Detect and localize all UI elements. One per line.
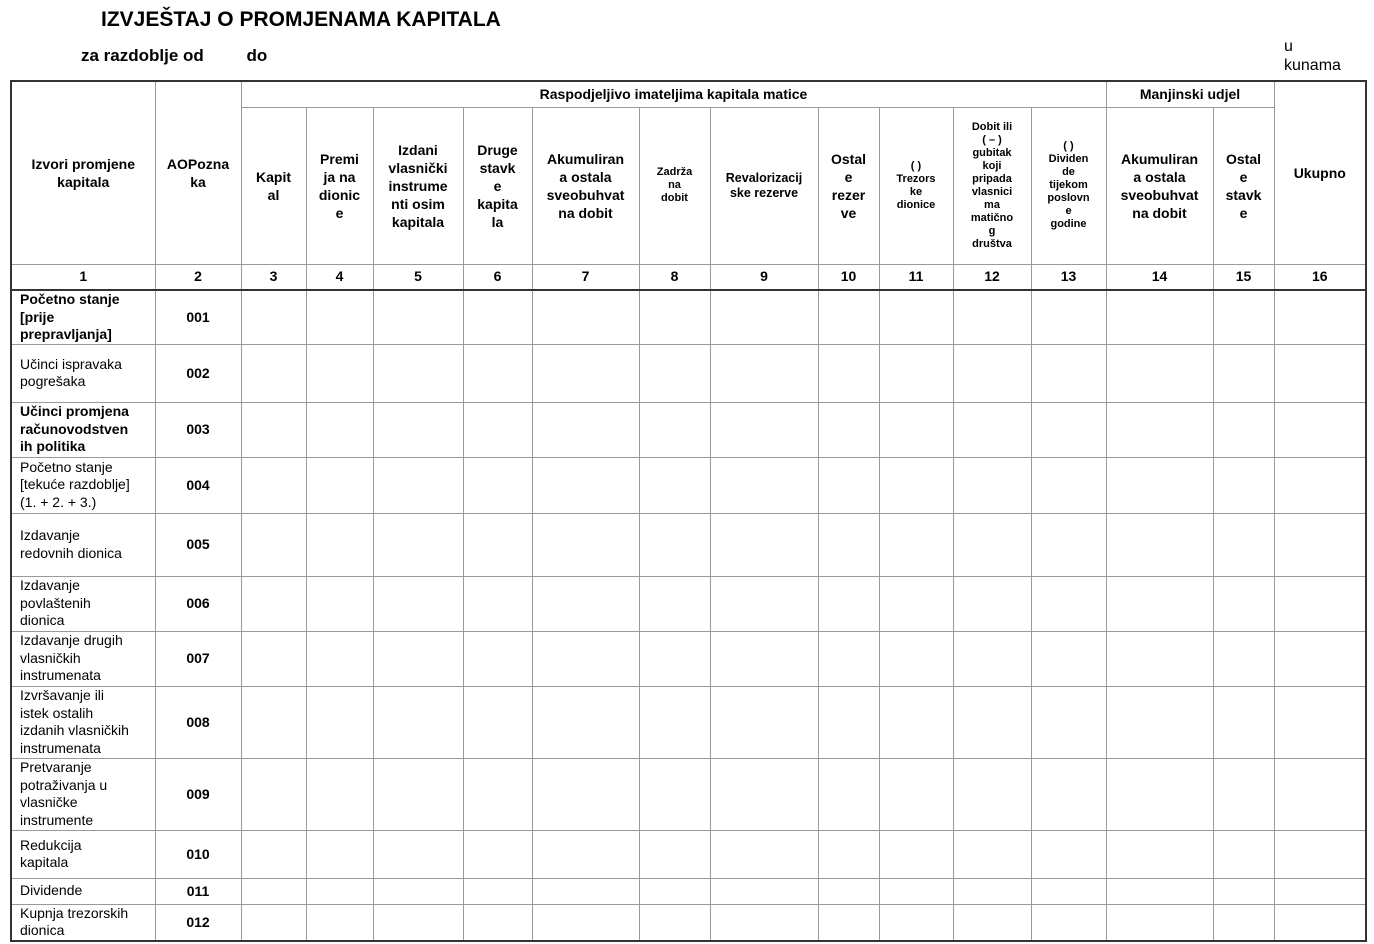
value-cell[interactable] <box>879 758 953 830</box>
period-from-label: za razdoblje od <box>81 46 204 65</box>
value-cell[interactable] <box>1106 758 1213 830</box>
row-aop-code: 009 <box>155 758 241 830</box>
value-cell[interactable] <box>879 631 953 686</box>
value-cell[interactable] <box>1031 904 1106 941</box>
currency-unit-label: u kunama <box>1284 38 1341 74</box>
row-aop-code: 004 <box>155 457 241 513</box>
value-cell[interactable] <box>373 904 463 941</box>
value-cell[interactable] <box>879 344 953 402</box>
row-label: Izdavanje redovnih dionica <box>11 513 155 576</box>
value-cell[interactable] <box>1031 402 1106 457</box>
column-number: 8 <box>639 264 710 290</box>
value-cell[interactable] <box>879 576 953 631</box>
value-cell[interactable] <box>710 344 818 402</box>
value-cell[interactable] <box>241 878 306 904</box>
column-number: 9 <box>710 264 818 290</box>
value-cell[interactable] <box>879 904 953 941</box>
value-cell[interactable] <box>373 686 463 758</box>
value-cell[interactable] <box>532 878 639 904</box>
row-aop-code: 010 <box>155 830 241 878</box>
value-cell[interactable] <box>953 344 1031 402</box>
table-row <box>11 631 1366 686</box>
value-cell[interactable] <box>818 457 879 513</box>
value-cell[interactable] <box>953 290 1031 344</box>
value-cell[interactable] <box>373 878 463 904</box>
value-cell[interactable] <box>953 830 1031 878</box>
value-cell[interactable] <box>639 904 710 941</box>
value-cell[interactable] <box>241 576 306 631</box>
value-cell[interactable] <box>1213 631 1274 686</box>
row-label: Pretvaranje potraživanja u vlasničke instrumente <box>11 758 155 830</box>
value-cell[interactable] <box>818 402 879 457</box>
value-cell[interactable] <box>639 758 710 830</box>
value-cell[interactable] <box>532 402 639 457</box>
value-cell[interactable] <box>1031 457 1106 513</box>
value-cell[interactable] <box>710 686 818 758</box>
value-cell[interactable] <box>639 344 710 402</box>
value-cell[interactable] <box>373 344 463 402</box>
value-cell[interactable] <box>953 758 1031 830</box>
value-cell[interactable] <box>1274 576 1366 631</box>
column-header: Ostal e rezer ve <box>818 107 879 264</box>
value-cell[interactable] <box>953 904 1031 941</box>
column-number: 13 <box>1031 264 1106 290</box>
column-number: 4 <box>306 264 373 290</box>
value-cell[interactable] <box>639 290 710 344</box>
value-cell[interactable] <box>953 457 1031 513</box>
header-parent-group: Raspodjeljivo imateljima kapitala matice <box>241 81 1106 107</box>
value-cell[interactable] <box>1274 878 1366 904</box>
value-cell[interactable] <box>241 344 306 402</box>
value-cell[interactable] <box>818 576 879 631</box>
column-number: 3 <box>241 264 306 290</box>
value-cell[interactable] <box>306 878 373 904</box>
value-cell[interactable] <box>639 686 710 758</box>
header-aop: AOPozna ka <box>155 81 241 264</box>
value-cell[interactable] <box>373 457 463 513</box>
value-cell[interactable] <box>241 830 306 878</box>
row-aop-code: 008 <box>155 686 241 758</box>
table-row <box>11 344 1366 402</box>
value-cell[interactable] <box>879 513 953 576</box>
value-cell[interactable] <box>373 576 463 631</box>
value-cell[interactable] <box>241 513 306 576</box>
value-cell[interactable] <box>818 878 879 904</box>
row-label: Izdavanje drugih vlasničkih instrumenata <box>11 631 155 686</box>
column-header: Akumuliran a ostala sveobuhvat na dobit <box>1106 107 1213 264</box>
table-row <box>11 878 1366 904</box>
column-header: Kapit al <box>241 107 306 264</box>
value-cell[interactable] <box>1213 686 1274 758</box>
column-header: Revalorizacij ske rezerve <box>710 107 818 264</box>
value-cell[interactable] <box>373 402 463 457</box>
table-row <box>11 758 1366 830</box>
column-header: ( ) Trezors ke dionice <box>879 107 953 264</box>
value-cell[interactable] <box>639 457 710 513</box>
value-cell[interactable] <box>1274 830 1366 878</box>
value-cell[interactable] <box>879 290 953 344</box>
value-cell[interactable] <box>306 344 373 402</box>
table-row <box>11 290 1366 344</box>
value-cell[interactable] <box>1274 402 1366 457</box>
value-cell[interactable] <box>1106 576 1213 631</box>
value-cell[interactable] <box>1106 402 1213 457</box>
column-number: 16 <box>1274 264 1366 290</box>
table-row <box>11 576 1366 631</box>
value-cell[interactable] <box>1274 457 1366 513</box>
value-cell[interactable] <box>710 457 818 513</box>
value-cell[interactable] <box>1274 904 1366 941</box>
value-cell[interactable] <box>1031 878 1106 904</box>
value-cell[interactable] <box>818 344 879 402</box>
value-cell[interactable] <box>1031 576 1106 631</box>
row-label: Redukcija kapitala <box>11 830 155 878</box>
value-cell[interactable] <box>1274 513 1366 576</box>
value-cell[interactable] <box>1213 513 1274 576</box>
value-cell[interactable] <box>639 513 710 576</box>
column-header: Druge stavk e kapita la <box>463 107 532 264</box>
value-cell[interactable] <box>1031 830 1106 878</box>
value-cell[interactable] <box>1106 631 1213 686</box>
header-minority-group: Manjinski udjel <box>1106 81 1274 107</box>
column-number-row <box>11 264 1366 290</box>
column-header: Premi ja na dionic e <box>306 107 373 264</box>
value-cell[interactable] <box>1106 878 1213 904</box>
value-cell[interactable] <box>463 290 532 344</box>
row-aop-code: 005 <box>155 513 241 576</box>
column-header: Akumuliran a ostala sveobuhvat na dobit <box>532 107 639 264</box>
row-label: Dividende <box>11 878 155 904</box>
period-line <box>81 46 267 66</box>
value-cell[interactable] <box>1031 513 1106 576</box>
value-cell[interactable] <box>306 631 373 686</box>
value-cell[interactable] <box>1213 290 1274 344</box>
value-cell[interactable] <box>306 290 373 344</box>
value-cell[interactable] <box>373 631 463 686</box>
column-header: Dobit ili ( – ) gubitak koji pripada vlasnici ma matično g društva <box>953 107 1031 264</box>
value-cell[interactable] <box>463 758 532 830</box>
value-cell[interactable] <box>879 457 953 513</box>
value-cell[interactable] <box>818 631 879 686</box>
value-cell[interactable] <box>306 758 373 830</box>
value-cell[interactable] <box>532 513 639 576</box>
value-cell[interactable] <box>373 513 463 576</box>
value-cell[interactable] <box>463 402 532 457</box>
table-row <box>11 904 1366 941</box>
row-label: Izvršavanje ili istek ostalih izdanih vlasničkih instrumenata <box>11 686 155 758</box>
column-number: 10 <box>818 264 879 290</box>
row-aop-code: 001 <box>155 290 241 344</box>
header-total: Ukupno <box>1274 81 1366 264</box>
column-header: Izdani vlasnički instrume nti osim kapitala <box>373 107 463 264</box>
value-cell[interactable] <box>710 290 818 344</box>
value-cell[interactable] <box>818 686 879 758</box>
value-cell[interactable] <box>639 576 710 631</box>
value-cell[interactable] <box>306 402 373 457</box>
value-cell[interactable] <box>1274 631 1366 686</box>
value-cell[interactable] <box>1031 758 1106 830</box>
value-cell[interactable] <box>532 576 639 631</box>
value-cell[interactable] <box>1274 344 1366 402</box>
value-cell[interactable] <box>1106 904 1213 941</box>
value-cell[interactable] <box>463 344 532 402</box>
value-cell[interactable] <box>879 830 953 878</box>
value-cell[interactable] <box>1213 878 1274 904</box>
value-cell[interactable] <box>1031 290 1106 344</box>
value-cell[interactable] <box>1031 686 1106 758</box>
value-cell[interactable] <box>241 402 306 457</box>
value-cell[interactable] <box>818 513 879 576</box>
value-cell[interactable] <box>879 878 953 904</box>
row-aop-code: 002 <box>155 344 241 402</box>
value-cell[interactable] <box>639 830 710 878</box>
value-cell[interactable] <box>953 686 1031 758</box>
value-cell[interactable] <box>710 904 818 941</box>
value-cell[interactable] <box>532 758 639 830</box>
value-cell[interactable] <box>241 904 306 941</box>
value-cell[interactable] <box>1106 290 1213 344</box>
value-cell[interactable] <box>373 290 463 344</box>
value-cell[interactable] <box>1213 830 1274 878</box>
value-cell[interactable] <box>532 686 639 758</box>
value-cell[interactable] <box>639 878 710 904</box>
value-cell[interactable] <box>953 878 1031 904</box>
value-cell[interactable] <box>241 457 306 513</box>
value-cell[interactable] <box>1213 576 1274 631</box>
value-cell[interactable] <box>953 631 1031 686</box>
row-label: Početno stanje [prije prepravljanja] <box>11 290 155 344</box>
value-cell[interactable] <box>1213 904 1274 941</box>
value-cell[interactable] <box>463 904 532 941</box>
column-header: ( ) Dividen de tijekom poslovn e godine <box>1031 107 1106 264</box>
header-group-row <box>11 81 1366 107</box>
value-cell[interactable] <box>879 402 953 457</box>
value-cell[interactable] <box>373 758 463 830</box>
row-aop-code: 003 <box>155 402 241 457</box>
value-cell[interactable] <box>241 686 306 758</box>
value-cell[interactable] <box>710 830 818 878</box>
row-label: Učinci ispravaka pogrešaka <box>11 344 155 402</box>
value-cell[interactable] <box>1106 830 1213 878</box>
value-cell[interactable] <box>1106 686 1213 758</box>
value-cell[interactable] <box>710 513 818 576</box>
value-cell[interactable] <box>532 904 639 941</box>
header-source: Izvori promjene kapitala <box>11 81 155 264</box>
value-cell[interactable] <box>306 904 373 941</box>
value-cell[interactable] <box>1031 631 1106 686</box>
row-aop-code: 012 <box>155 904 241 941</box>
value-cell[interactable] <box>879 686 953 758</box>
column-number: 1 <box>11 264 155 290</box>
value-cell[interactable] <box>532 631 639 686</box>
value-cell[interactable] <box>1106 344 1213 402</box>
column-number: 5 <box>373 264 463 290</box>
row-aop-code: 011 <box>155 878 241 904</box>
table-row <box>11 457 1366 513</box>
value-cell[interactable] <box>710 402 818 457</box>
equity-changes-table <box>10 80 1367 942</box>
table-row <box>11 513 1366 576</box>
value-cell[interactable] <box>639 631 710 686</box>
value-cell[interactable] <box>1213 758 1274 830</box>
table-row <box>11 686 1366 758</box>
value-cell[interactable] <box>1213 402 1274 457</box>
column-number: 12 <box>953 264 1031 290</box>
value-cell[interactable] <box>1213 457 1274 513</box>
value-cell[interactable] <box>710 576 818 631</box>
period-to-label: do <box>246 46 268 65</box>
value-cell[interactable] <box>463 576 532 631</box>
value-cell[interactable] <box>463 878 532 904</box>
value-cell[interactable] <box>953 576 1031 631</box>
value-cell[interactable] <box>532 457 639 513</box>
value-cell[interactable] <box>306 576 373 631</box>
column-number: 6 <box>463 264 532 290</box>
value-cell[interactable] <box>306 830 373 878</box>
value-cell[interactable] <box>373 830 463 878</box>
column-number: 2 <box>155 264 241 290</box>
column-number: 7 <box>532 264 639 290</box>
row-aop-code: 007 <box>155 631 241 686</box>
value-cell[interactable] <box>532 830 639 878</box>
value-cell[interactable] <box>463 457 532 513</box>
value-cell[interactable] <box>1213 344 1274 402</box>
value-cell[interactable] <box>306 513 373 576</box>
value-cell[interactable] <box>710 758 818 830</box>
row-label: Početno stanje [tekuće razdoblje] (1. + 2. + 3.) <box>11 457 155 513</box>
value-cell[interactable] <box>463 513 532 576</box>
value-cell[interactable] <box>241 758 306 830</box>
row-aop-code: 006 <box>155 576 241 631</box>
row-label: Izdavanje povlaštenih dionica <box>11 576 155 631</box>
value-cell[interactable] <box>1274 290 1366 344</box>
table-row <box>11 402 1366 457</box>
column-number: 15 <box>1213 264 1274 290</box>
value-cell[interactable] <box>532 344 639 402</box>
value-cell[interactable] <box>463 830 532 878</box>
column-number: 14 <box>1106 264 1213 290</box>
value-cell[interactable] <box>241 631 306 686</box>
value-cell[interactable] <box>818 290 879 344</box>
report-title: IZVJEŠTAJ O PROMJENAMA KAPITALA <box>101 8 501 31</box>
value-cell[interactable] <box>241 290 306 344</box>
value-cell[interactable] <box>1274 758 1366 830</box>
value-cell[interactable] <box>818 904 879 941</box>
row-label: Učinci promjena računovodstven ih politika <box>11 402 155 457</box>
value-cell[interactable] <box>953 402 1031 457</box>
value-cell[interactable] <box>532 290 639 344</box>
value-cell[interactable] <box>1274 686 1366 758</box>
value-cell[interactable] <box>818 758 879 830</box>
row-label: Kupnja trezorskih dionica <box>11 904 155 941</box>
value-cell[interactable] <box>463 686 532 758</box>
value-cell[interactable] <box>1106 457 1213 513</box>
value-cell[interactable] <box>710 878 818 904</box>
column-number: 11 <box>879 264 953 290</box>
value-cell[interactable] <box>463 631 532 686</box>
value-cell[interactable] <box>306 686 373 758</box>
value-cell[interactable] <box>818 830 879 878</box>
table-row <box>11 830 1366 878</box>
value-cell[interactable] <box>1106 513 1213 576</box>
column-header: Ostal e stavk e <box>1213 107 1274 264</box>
value-cell[interactable] <box>710 631 818 686</box>
value-cell[interactable] <box>1031 344 1106 402</box>
value-cell[interactable] <box>639 402 710 457</box>
column-header: Zadrža na dobit <box>639 107 710 264</box>
value-cell[interactable] <box>306 457 373 513</box>
value-cell[interactable] <box>953 513 1031 576</box>
